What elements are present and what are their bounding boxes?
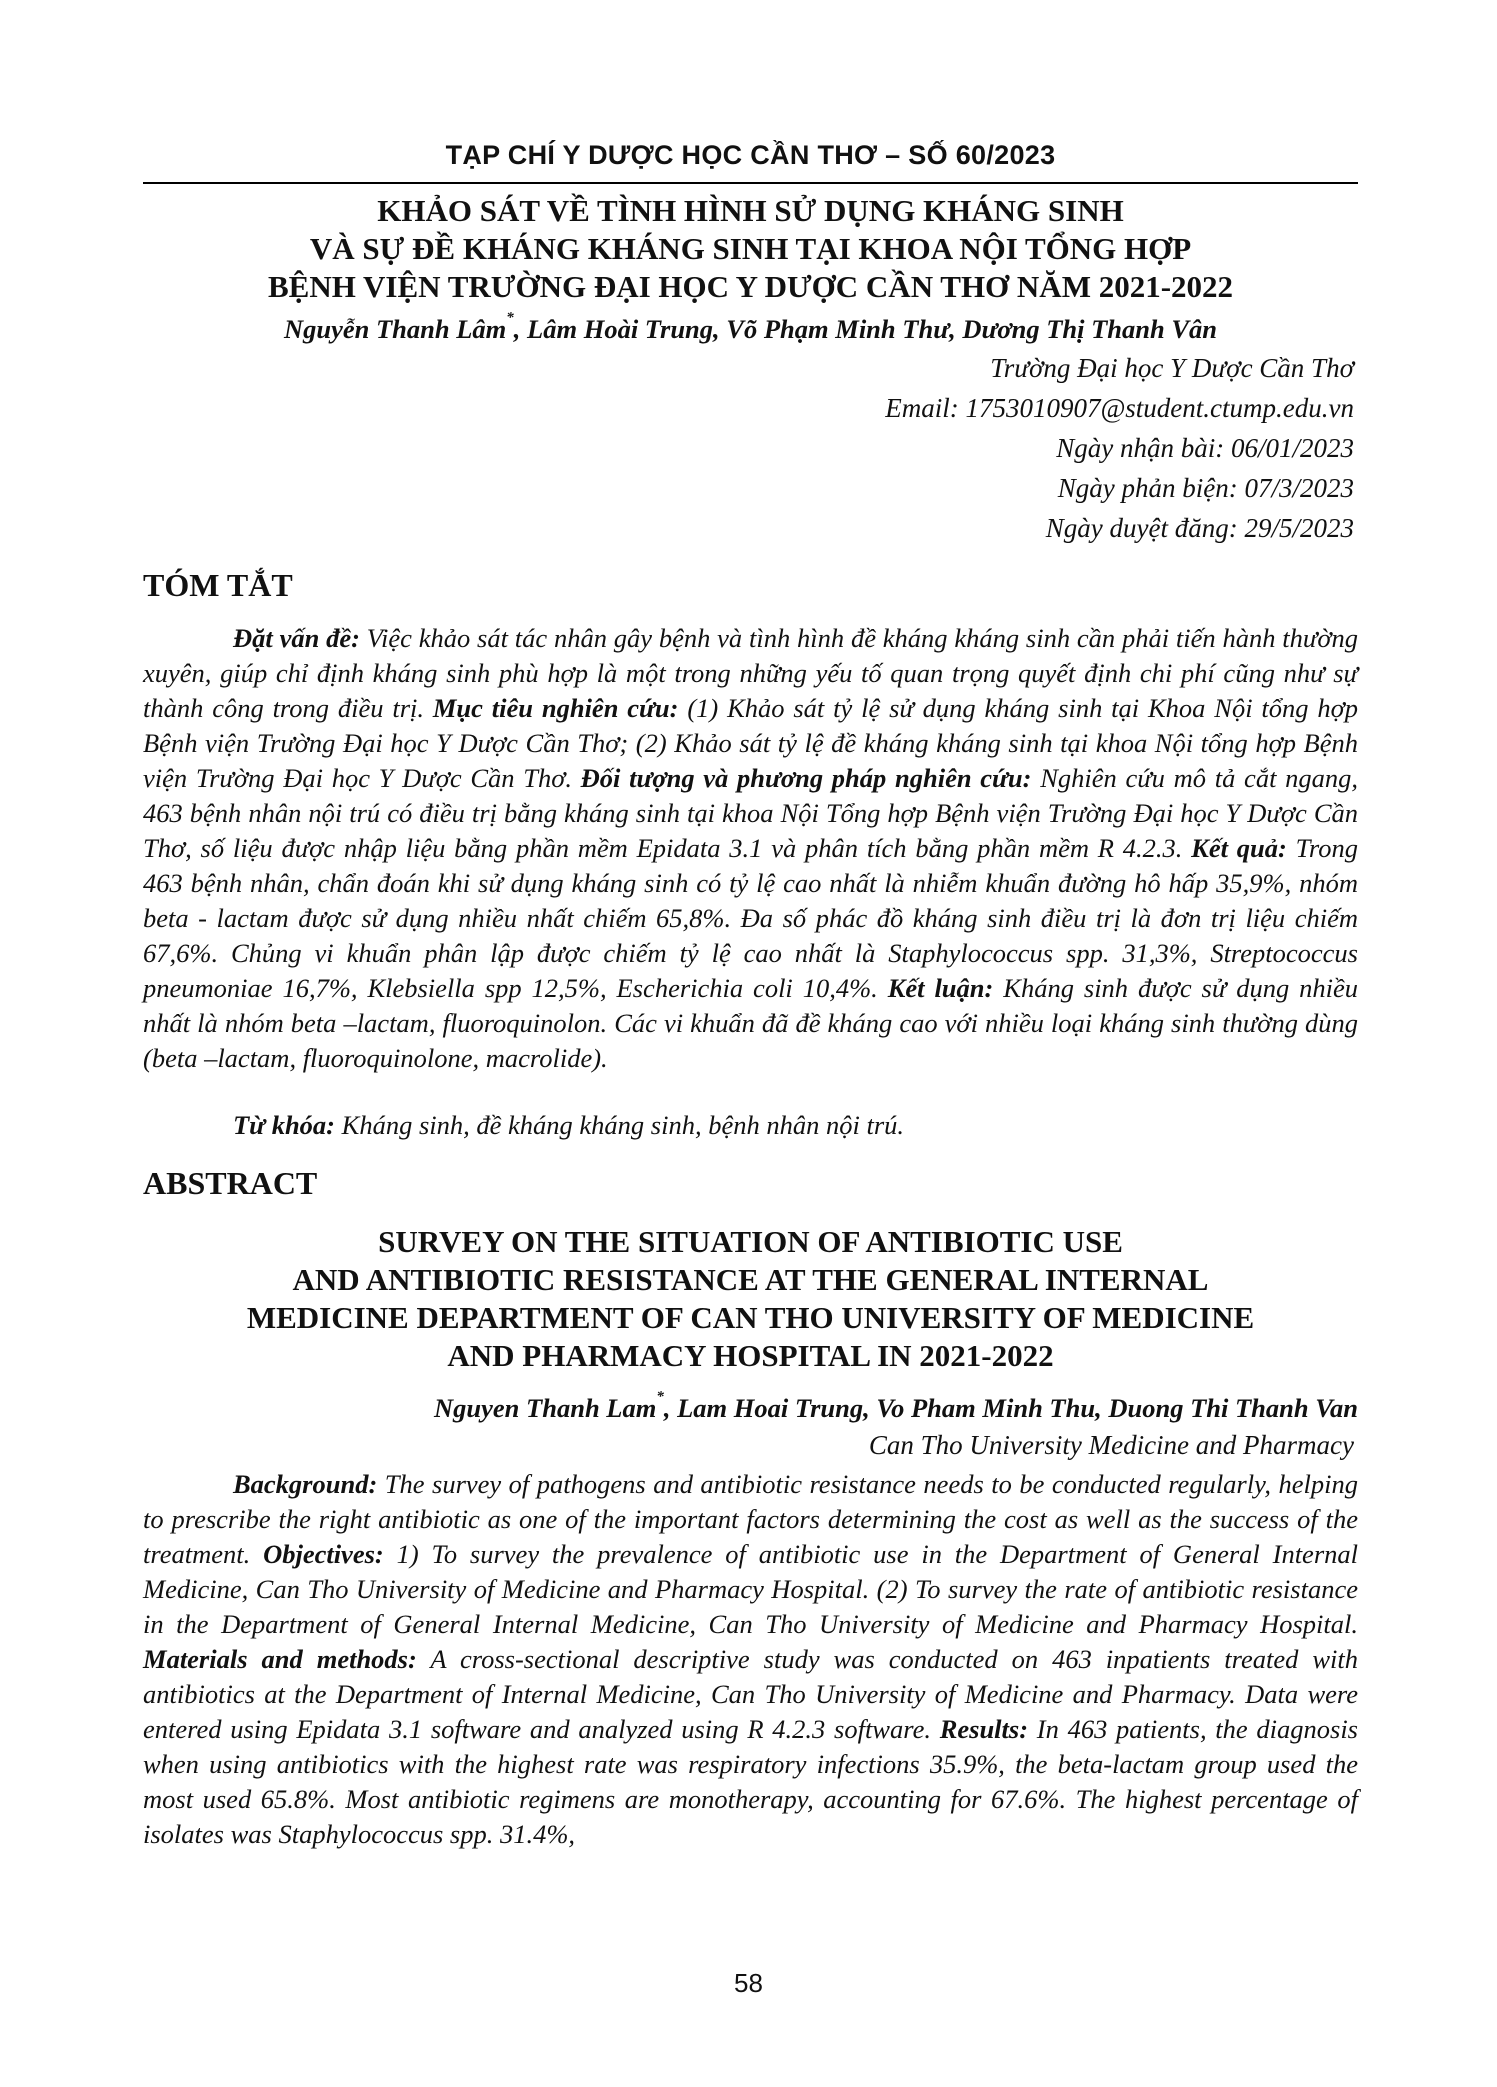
header-rule [143,182,1358,184]
abstract-methods-label: Materials and methods: [143,1644,417,1674]
abstract-methods-text: A cross-sectional descriptive study was conducted on 463 inpatients treated with antibiotics at the Department of Internal Medicine, Can Tho University of Medicine and Pharmacy. Data were entered using Epidata 3.1 software and analyzed using R 4.2.3 software. [143,1644,1358,1744]
vn-summary [143,621,1358,1076]
corresponding-mark: * [506,310,514,326]
page-number: 58 [734,1968,763,1998]
en-authors [143,1389,1358,1424]
en-abstract [143,1467,1358,1852]
abstract-objectives-label: Objectives: [263,1539,384,1569]
en-authors-rest: , Lam Hoai Trung, Vo Pham Minh Thu, Duong Thi Thanh Van [663,1393,1358,1423]
summary-conclusion-text: Kháng sinh được sử dụng nhiều nhất là nhóm beta –lactam, fluoroquinolon. Các vi khuẩn đã đề kháng cao với nhiều loại kháng sinh thường dùng (beta –lactam, fluoroquinolone, macrolide). [143,973,1358,1073]
keywords-label: Từ khóa: [233,1110,336,1140]
vn-title-line: KHẢO SÁT VỀ TÌNH HÌNH SỬ DỤNG KHÁNG SINH [377,193,1124,228]
summary-objectives-label: Mục tiêu nghiên cứu: [432,693,679,723]
summary-methods-text: Nghiên cứu mô tả cắt ngang, 463 bệnh nhân nội trú có điều trị bằng kháng sinh tại khoa Nội Tổng hợp Bệnh viện Trường Đại học Y Dược Cần Thơ, số liệu được nhập liệu bằng phần mềm Epidata 3.1 và phân tích bằng phần mềm R 4.2.3. [143,763,1359,863]
email: Email: 1753010907@student.ctump.edu.vn [885,393,1354,423]
abstract-background-label: Background: [233,1469,378,1499]
summary-conclusion-label: Kết luận: [887,973,994,1003]
en-title-line: SURVEY ON THE SITUATION OF ANTIBIOTIC USE [378,1224,1123,1259]
received-date: Ngày nhận bài: 06/01/2023 [1056,433,1354,463]
en-author-first: Nguyen Thanh Lam [434,1393,657,1423]
summary-methods-label: Đối tượng và phương pháp nghiên cứu: [580,763,1032,793]
en-affiliation: Can Tho University Medicine and Pharmacy [868,1430,1354,1460]
en-title-line: MEDICINE DEPARTMENT OF CAN THO UNIVERSITY OF MEDICINE [246,1300,1255,1335]
en-title [143,1223,1358,1375]
abstract-results-label: Results: [939,1714,1029,1744]
summary-background-text: Việc khảo sát tác nhân gây bệnh và tình hình đề kháng kháng sinh cần phải tiến hành thường xuyên, giúp chỉ định kháng sinh phù hợp là một trong những yếu tố quan trọng quyết định chi phí cũng như sự thành công trong điều trị. [143,623,1358,723]
abstract-objectives-text: 1) To survey the prevalence of antibiotic use in the Department of General Internal Medicine, Can Tho University of Medicine and Pharmacy Hospital. (2) To survey the rate of antibiotic resistance in the Department of General Internal Medicine, Can Tho University of Medicine and Pharmacy Hospital. [143,1539,1358,1639]
summary-heading: TÓM TẮT [143,567,293,603]
accepted-date: Ngày duyệt đăng: 29/5/2023 [1045,513,1354,543]
vn-title-line: VÀ SỰ ĐỀ KHÁNG KHÁNG SINH TẠI KHOA NỘI TỔNG HỢP [309,231,1192,266]
abstract-heading: ABSTRACT [143,1165,318,1201]
summary-results-label: Kết quả: [1191,833,1287,863]
vn-title-line: BỆNH VIỆN TRƯỜNG ĐẠI HỌC Y DƯỢC CẦN THƠ NĂM 2021-2022 [267,269,1234,304]
abstract-background-text: The survey of pathogens and antibiotic resistance needs to be conducted regularly, helping to prescribe the right antibiotic as one of the important factors determining the cost as well as the success of the treatment. [143,1469,1358,1569]
journal-header: TẠP CHÍ Y DƯỢC HỌC CẦN THƠ – SỐ 60/2023 [445,140,1056,170]
vn-title [143,192,1358,306]
summary-background-label: Đặt vấn đề: [233,623,360,653]
en-title-line: AND ANTIBIOTIC RESISTANCE AT THE GENERAL INTERNAL [292,1262,1209,1297]
vn-keywords [143,1110,1358,1141]
reviewed-date: Ngày phản biện: 07/3/2023 [1057,473,1354,503]
keywords-text: Kháng sinh, đề kháng kháng sinh, bệnh nhân nội trú. [335,1110,905,1140]
vn-authors [143,310,1358,345]
summary-objectives-text: (1) Khảo sát tỷ lệ sử dụng kháng sinh tại Khoa Nội tổng hợp Bệnh viện Trường Đại học Y Dược Cần Thơ; (2) Khảo sát tỷ lệ đề kháng kháng sinh tại khoa Nội tổng hợp Bệnh viện Trường Đại học Y Dược Cần Thơ. [143,693,1359,793]
vn-author-first: Nguyễn Thanh Lâm [283,314,507,344]
vn-authors-rest: , Lâm Hoài Trung, Võ Phạm Minh Thư, Dương Thị Thanh Vân [513,314,1218,344]
vn-affiliation: Trường Đại học Y Dược Cần Thơ [990,353,1354,383]
en-title-line: AND PHARMACY HOSPITAL IN 2021-2022 [447,1338,1054,1373]
summary-results-text: Trong 463 bệnh nhân, chẩn đoán khi sử dụng kháng sinh có tỷ lệ cao nhất là nhiễm khuẩn đường hô hấp 35,9%, nhóm beta - lactam được sử dụng nhiều nhất chiếm 65,8%. Đa số phác đồ kháng sinh điều trị là đơn trị liệu chiếm 67,6%. Chủng vi khuẩn phân lập được chiếm tỷ lệ cao nhất là Staphylococcus spp. 31,3%, Streptococcus pneumoniae 16,7%, Klebsiella spp 12,5%, Escherichia coli 10,4%. [143,833,1358,1003]
corresponding-mark: * [656,1389,664,1405]
abstract-results-text: In 463 patients, the diagnosis when using antibiotics with the highest rate was respiratory infections 35.9%, the beta-lactam group used the most used 65.8%. Most antibiotic regimens are monotherapy, accounting for 67.6%. The highest percentage of isolates was Staphylococcus spp. 31.4%, [143,1714,1358,1849]
